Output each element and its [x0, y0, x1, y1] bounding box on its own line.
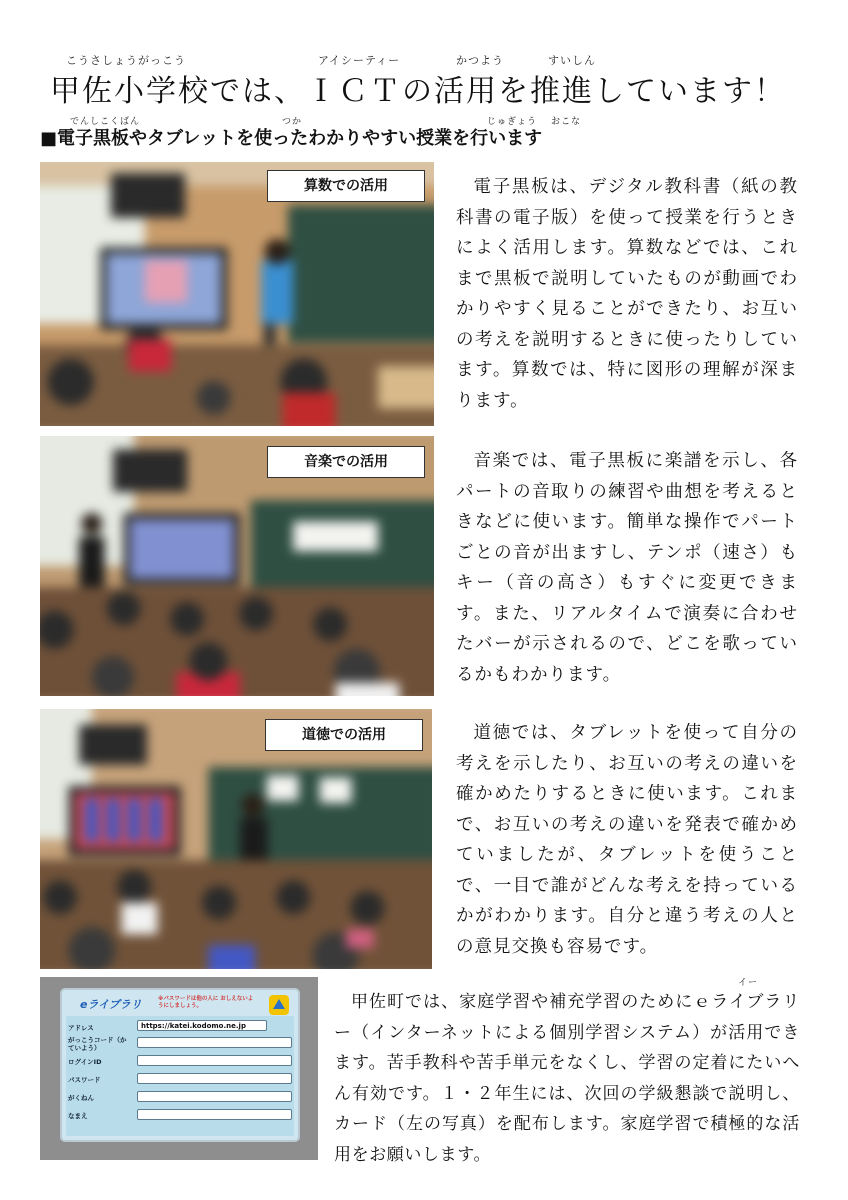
card-label-login-id: ログインID [68, 1058, 102, 1066]
section-heading: ■電子黒板やタブレットを使ったわかりやすい授業を行います [40, 128, 543, 149]
card-field-name [137, 1109, 292, 1120]
title-ruby: かつよう [456, 54, 504, 67]
card-label-name: なまえ [68, 1112, 88, 1120]
photo-caption-math: 算数での活用 [267, 170, 425, 202]
card-field-password [137, 1073, 292, 1084]
card-field-login-id [137, 1055, 292, 1066]
subtitle-ruby: おこな [551, 117, 582, 127]
card-field-school-code [137, 1037, 292, 1048]
card-label-password: パスワード [68, 1076, 101, 1084]
music-paragraph: 音楽では、電子黒板に楽譜を示し、各パートの音取りの練習や曲想を考えるときなどに使います。簡単な操作でパートごとの音が出ますし、テンポ（速さ）もキー（音の高さ）もすぐに変更できます。また、リアルタイムで演奏に合わせたバーが示されるので、どこを歌っているかもわかります。 [456, 451, 798, 685]
card-label-grade: がくねん [68, 1094, 94, 1102]
photo-caption-music: 音楽での活用 [267, 446, 425, 478]
elibrary-logo: eライブラリ [80, 998, 142, 1011]
card-notice: ※パスワードは他の人に おしえないようにしましょう。 [158, 996, 254, 1009]
elibrary-card [62, 990, 298, 1140]
elibrary-ruby: イー [738, 978, 759, 988]
card-badge-icon [268, 994, 290, 1016]
card-field-grade [137, 1091, 292, 1102]
card-field-address: https://katei.kodomo.ne.jp [137, 1020, 267, 1031]
elibrary-paragraph: 甲佐町では、家庭学習や補充学習のためにｅライブラリー（インターネットによる個別学習システム）が活用できます。苦手教科や苦手単元をなくし、学習の定着にたいへん有効です。１・２年生には、次回の学級懇談で説明し、カード（左の写真）を配布します。家庭学習で積極的な活用をお願いします。 [334, 992, 800, 1165]
moral-paragraph: 道徳では、タブレットを使って自分の考えを示したり、お互いの考えの違いを確かめたりするときに使います。これまで、お互いの考えの違いを発表で確かめていましたが、タブレットを使うことで、一目で誰がどんな考えを持っているかがわかります。自分と違う考えの人との意見交換も容易です。 [456, 723, 798, 957]
page-title: 甲佐小学校では、ＩＣＴの活用を推進しています！ [50, 74, 786, 109]
subtitle-ruby: でんしこくばん [70, 117, 141, 127]
subtitle-ruby: じゅぎょう [487, 117, 538, 127]
title-ruby: すいしん [548, 54, 596, 67]
elibrary-card-photo [40, 977, 318, 1160]
title-ruby: アイシーティー [318, 54, 401, 67]
math-paragraph: 電子黒板は、デジタル教科書（紙の教科書の電子版）を使って授業を行うときによく活用します。算数などでは、これまで黒板で説明していたものが動画でわかりやすく見ることができたり、お互いの考えを説明するときに使ったりしています。算数では、特に図形の理解が深まります。 [456, 177, 798, 411]
card-label-school-code: がっこうコード（かていよう） [68, 1036, 127, 1052]
card-label-address: アドレス [68, 1024, 94, 1032]
photo-caption-moral: 道徳での活用 [265, 719, 423, 751]
title-ruby: こうさしょうがっこう [66, 54, 186, 67]
subtitle-ruby: つか [282, 117, 303, 127]
